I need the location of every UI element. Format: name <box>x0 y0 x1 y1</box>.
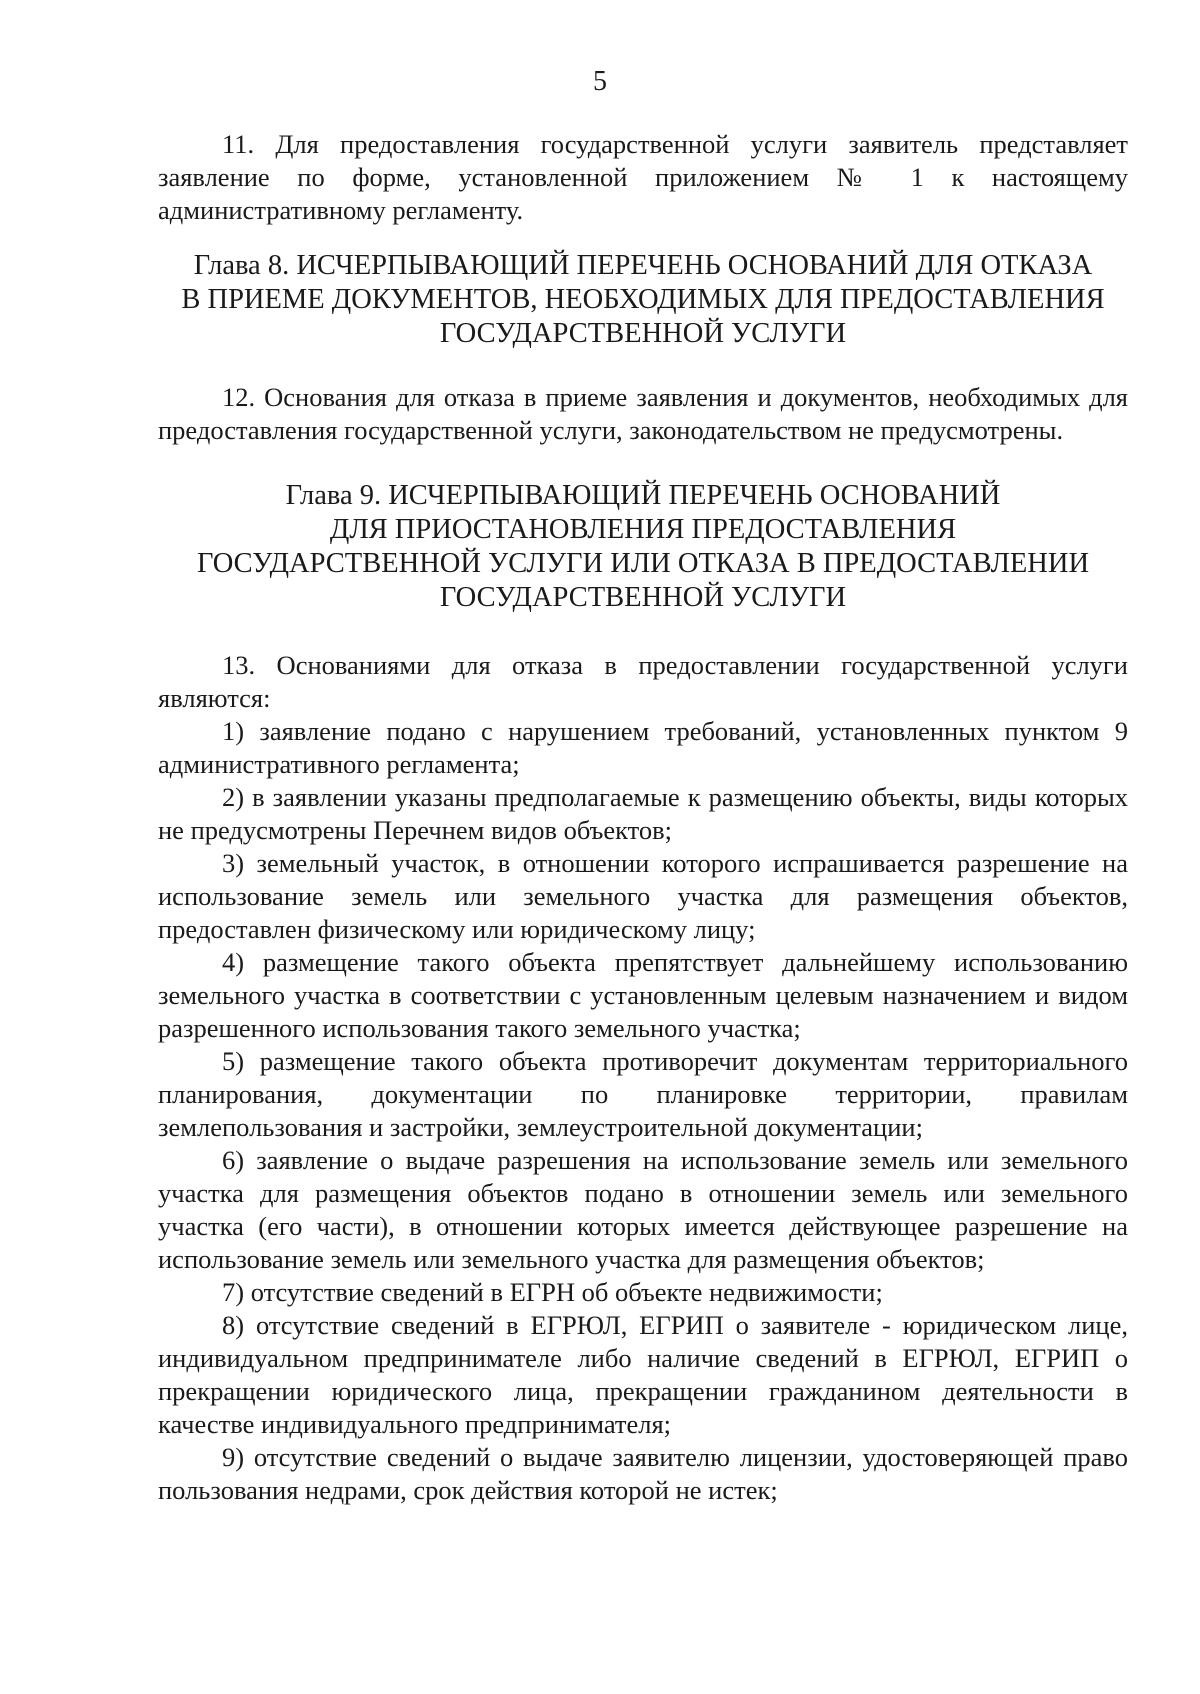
document-body <box>158 128 1128 1507</box>
page-number: 5 <box>593 66 607 97</box>
ground-item-2: 2) в заявлении указаны предполагаемые к размещению объекты, виды которых не предусмотрены Перечнем видов объектов; <box>158 782 1128 845</box>
chapter-9-heading-line: ГОСУДАРСТВЕННОЙ УСЛУГИ ИЛИ ОТКАЗА В ПРЕДОСТАВЛЕНИИ <box>196 548 1090 579</box>
chapter-9-heading <box>158 479 1128 615</box>
chapter-8-heading <box>158 249 1128 351</box>
ground-item-5: 5) размещение такого объекта противоречит документам территориального планирования, документации по планировке территории, правилам землепользования и застройки, землеустроительной документации; <box>158 1046 1128 1142</box>
ground-item-7: 7) отсутствие сведений в ЕГРН об объекте недвижимости; <box>222 1277 883 1307</box>
chapter-9-heading-line: ДЛЯ ПРИОСТАНОВЛЕНИЯ ПРЕДОСТАВЛЕНИЯ <box>329 514 957 545</box>
chapter-8-heading-line: ГОСУДАРСТВЕННОЙ УСЛУГИ <box>439 318 847 349</box>
ground-item-3: 3) земельный участок, в отношении которого испрашивается разрешение на использование земель или земельного участка для размещения объектов, предоставлен физическому или юридическому лицу; <box>158 848 1128 944</box>
paragraph-13-intro: 13. Основаниями для отказа в предоставлении государственной услуги являются: <box>158 650 1128 713</box>
ground-item-6: 6) заявление о выдаче разрешения на использование земель или земельного участка для размещения объектов подано в отношении земель или земельного участка (его части), в отношении которых имеется действующее разрешение на использование земель или земельного участка для размещения объектов; <box>158 1145 1128 1274</box>
ground-item-8: 8) отсутствие сведений в ЕГРЮЛ, ЕГРИП о заявителе - юридическом лице, индивидуальном предпринимателе либо наличие сведений в ЕГРЮЛ, ЕГРИП о прекращении юридического лица, прекращении гражданином деятельности в качестве индивидуального предпринимателя; <box>158 1310 1128 1439</box>
ground-item-4: 4) размещение такого объекта препятствует дальнейшему использованию земельного участка в соответствии с установленным целевым назначением и видом разрешенного использования такого земельного участка; <box>158 947 1128 1043</box>
chapter-8-heading-line: В ПРИЕМЕ ДОКУМЕНТОВ, НЕОБХОДИМЫХ ДЛЯ ПРЕДОСТАВЛЕНИЯ <box>181 284 1105 315</box>
paragraph-11: 11. Для предоставления государственной услуги заявитель представляет заявление по форме, установленной приложением № 1 к настоящему административному регламенту. <box>158 129 1128 225</box>
ground-item-1: 1) заявление подано с нарушением требований, установленных пунктом 9 административного регламента; <box>158 716 1128 779</box>
paragraph-12: 12. Основания для отказа в приеме заявления и документов, необходимых для предоставления государственной услуги, законодательством не предусмотрены. <box>158 382 1128 445</box>
ground-item-9: 9) отсутствие сведений о выдаче заявителю лицензии, удостоверяющей право пользования недрами, срок действия которой не истек; <box>158 1442 1128 1505</box>
chapter-8-heading-line: Глава 8. ИСЧЕРПЫВАЮЩИЙ ПЕРЕЧЕНЬ ОСНОВАНИЙ ДЛЯ ОТКАЗА <box>193 250 1093 281</box>
chapter-9-heading-line: Глава 9. ИСЧЕРПЫВАЮЩИЙ ПЕРЕЧЕНЬ ОСНОВАНИЙ <box>285 480 1001 511</box>
chapter-9-heading-line: ГОСУДАРСТВЕННОЙ УСЛУГИ <box>439 582 847 613</box>
